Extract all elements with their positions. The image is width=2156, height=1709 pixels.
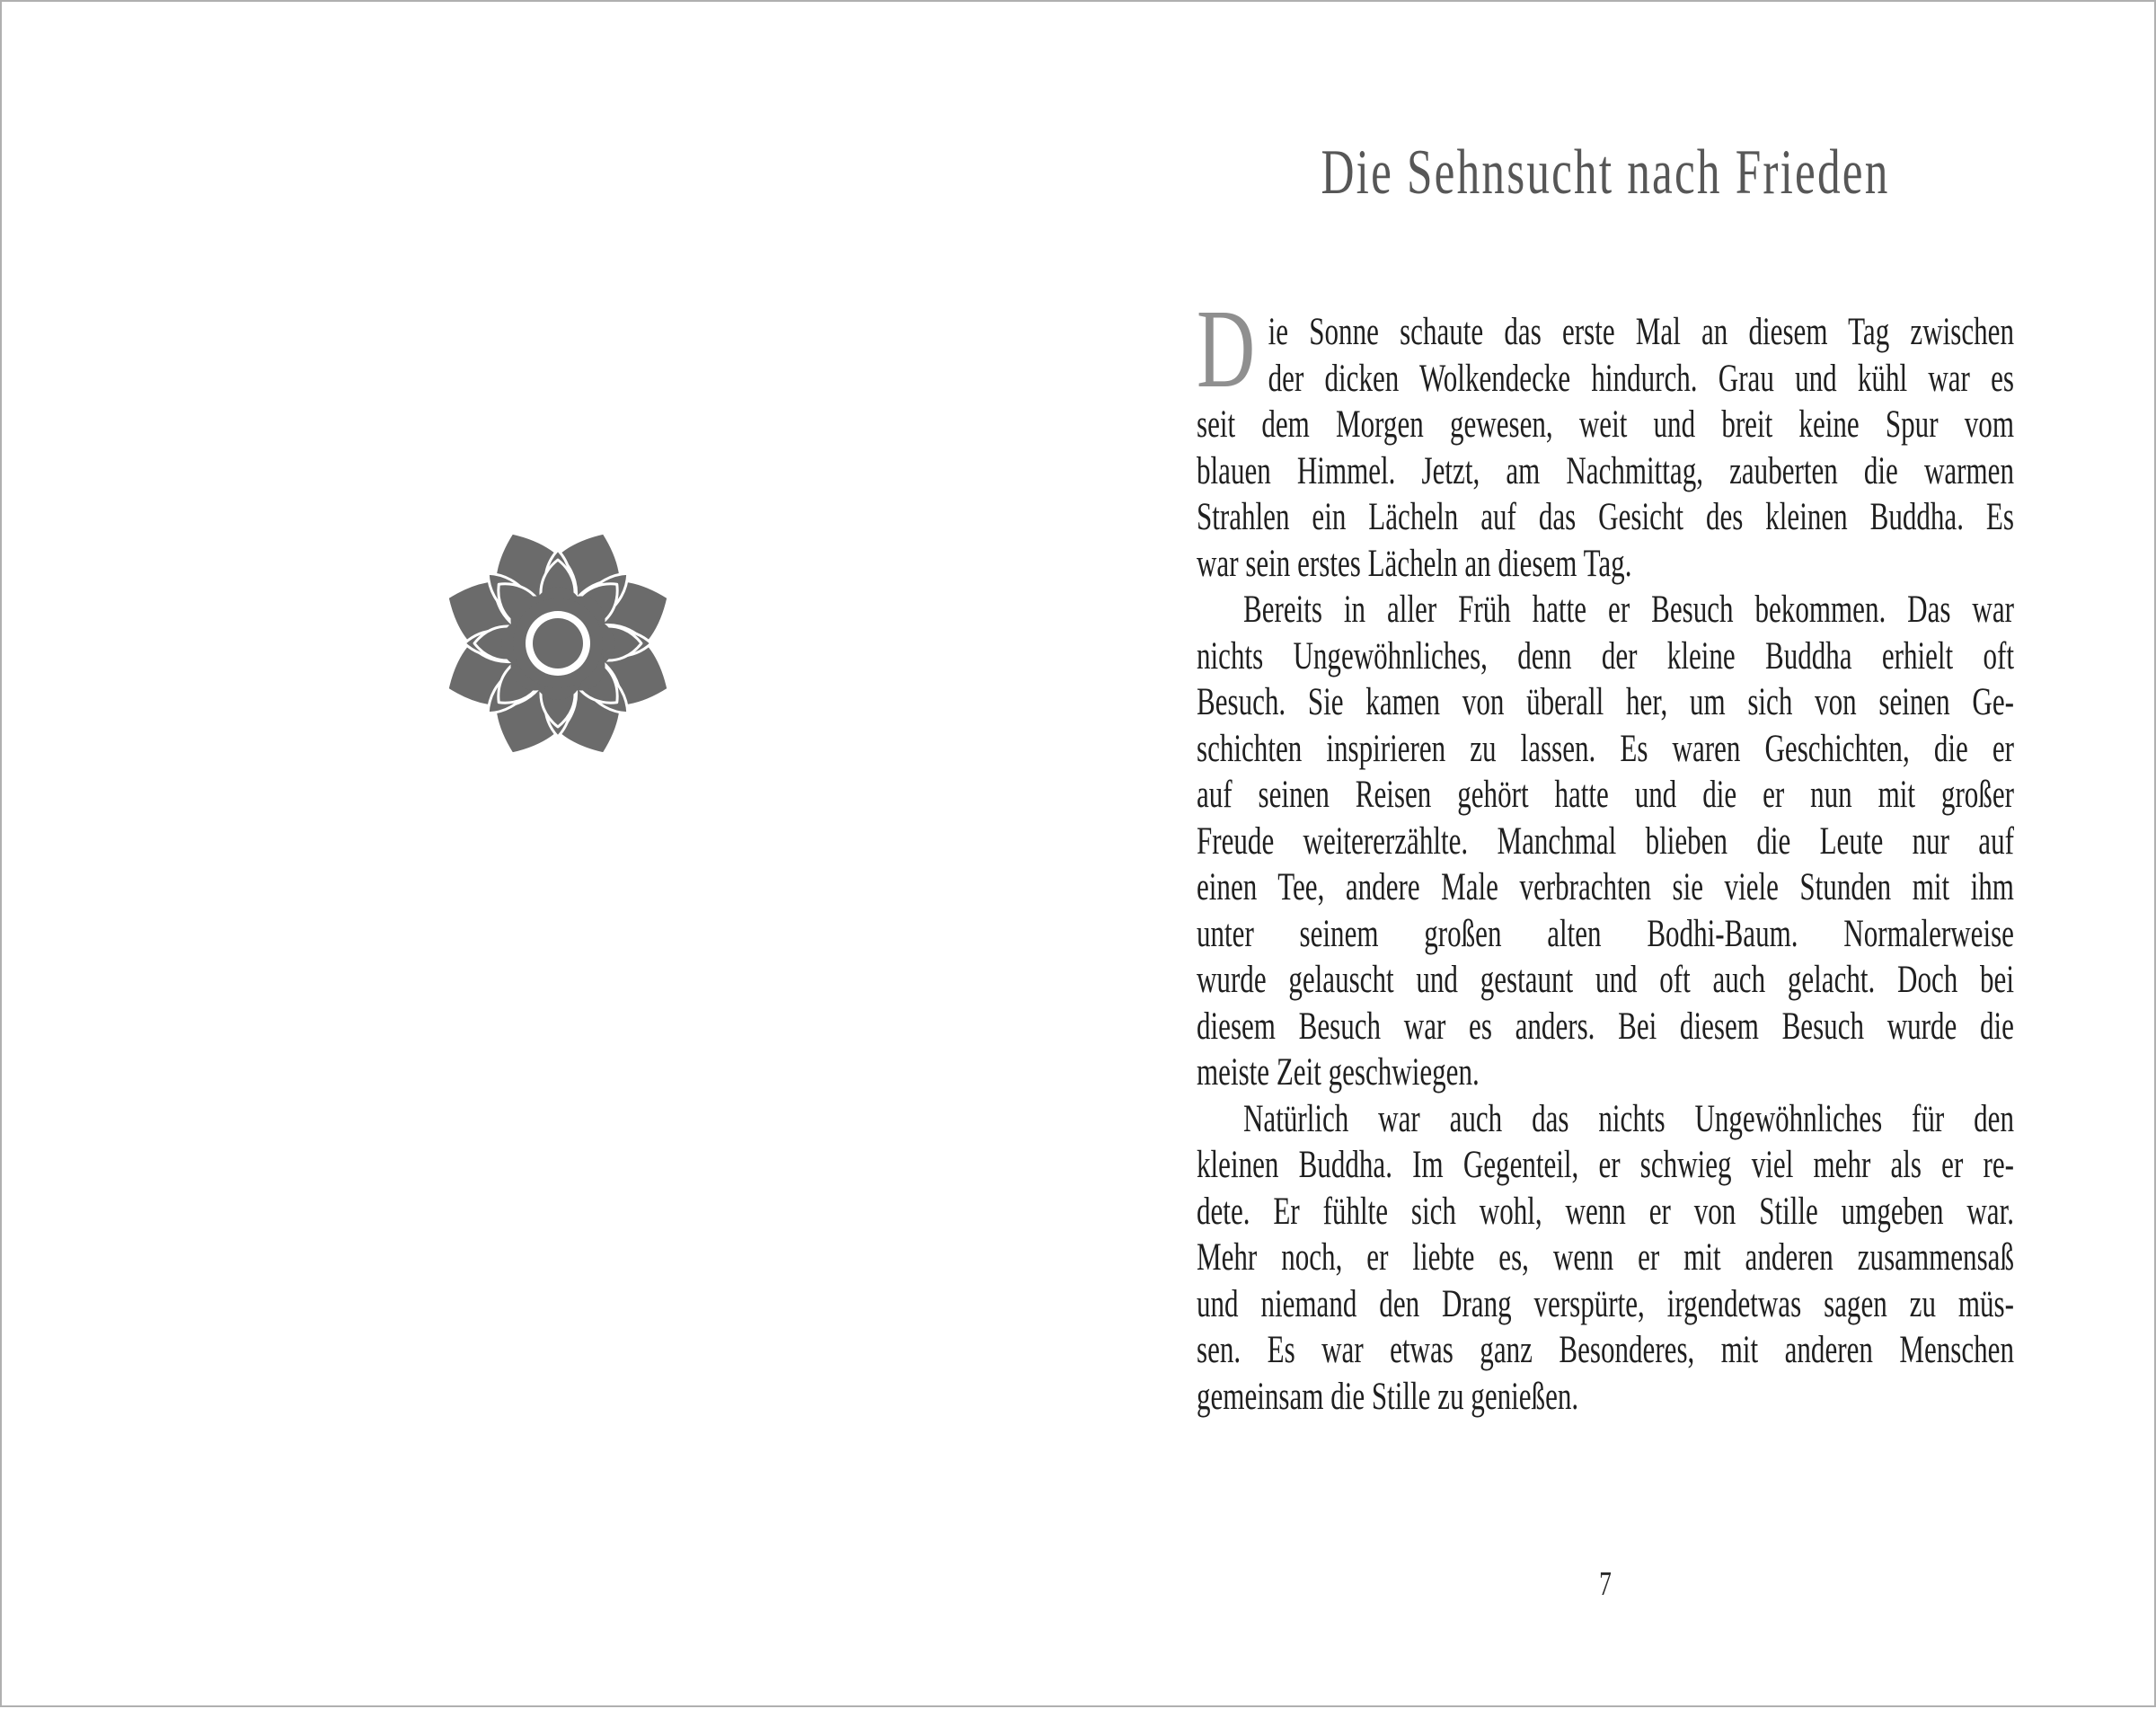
text-line: schichten inspirieren zu lassen. Es waren Geschichten, die er xyxy=(1197,727,2014,770)
drop-cap: D xyxy=(1197,288,1256,412)
text-line: wurde gelauscht und gestaunt und oft auch gelacht. Doch bei xyxy=(1197,959,2014,1001)
text-line: Strahlen ein Lächeln auf das Gesicht des kleinen Buddha. Es xyxy=(1197,496,2014,538)
text-line: Freude weitererzählte. Manchmal blieben die Leute nur auf xyxy=(1197,819,2014,863)
paragraph xyxy=(1197,587,2014,1096)
text-line: Bereits in aller Früh hatte er Besuch bekommen. Das war xyxy=(1242,589,2014,631)
text-line: ie Sonne schaute das erste Mal an diesem Tag zwischen xyxy=(1268,311,2014,353)
text-line: und niemand den Drang verspürte, irgendetwas sagen zu müs- xyxy=(1197,1282,2014,1325)
text-line: dete. Er fühlte sich wohl, wenn er von Stille umgeben war. xyxy=(1197,1190,2014,1233)
text-line: Besuch. Sie kamen von überall her, um sich von seinen Ge- xyxy=(1197,681,2014,723)
lotus-ornament-icon xyxy=(432,518,684,769)
text-line: diesem Besuch war es anders. Bei diesem Besuch wurde die xyxy=(1197,1005,2014,1048)
text-line: blauen Himmel. Jetzt, am Nachmittag, zauberten die warmen xyxy=(1197,449,2014,492)
text-line: der dicken Wolkendecke hindurch. Grau und kühl war es xyxy=(1268,357,2014,400)
text-line: meiste Zeit geschwiegen. xyxy=(1197,1051,1480,1094)
text-line: auf seinen Reisen gehört hatte und die er nun mit großer xyxy=(1197,774,2014,816)
text-line: unter seinem großen alten Bodhi-Baum. Normalerweise xyxy=(1197,912,2014,955)
text-line: sen. Es war etwas ganz Besonderes, mit anderen Menschen xyxy=(1197,1329,2014,1371)
body-text xyxy=(1197,288,2014,1420)
text-line: Mehr noch, er liebte es, wenn er mit anderen zusammensaß xyxy=(1197,1236,2014,1279)
text-line: seit dem Morgen gewesen, weit und breit keine Spur vom xyxy=(1197,403,2014,446)
text-line: kleinen Buddha. Im Gegenteil, er schwieg viel mehr als er re- xyxy=(1197,1144,2014,1186)
text-line: gemeinsam die Stille zu genießen. xyxy=(1197,1375,1579,1418)
paragraph xyxy=(1197,288,2014,587)
right-page xyxy=(1197,2,2014,1709)
text-line: war sein erstes Lächeln an diesem Tag. xyxy=(1197,542,1632,585)
chapter-title: Die Sehnsucht nach Frieden xyxy=(1321,137,1890,208)
text-line: nichts Ungewöhnliches, denn der kleine Buddha erhielt oft xyxy=(1197,634,2014,677)
text-line: Natürlich war auch das nichts Ungewöhnliches für den xyxy=(1242,1097,2014,1140)
paragraph xyxy=(1197,1096,2014,1421)
text-line: einen Tee, andere Male verbrachten sie viele Stunden mit ihm xyxy=(1197,866,2014,908)
page-number: 7 xyxy=(1599,1565,1612,1603)
